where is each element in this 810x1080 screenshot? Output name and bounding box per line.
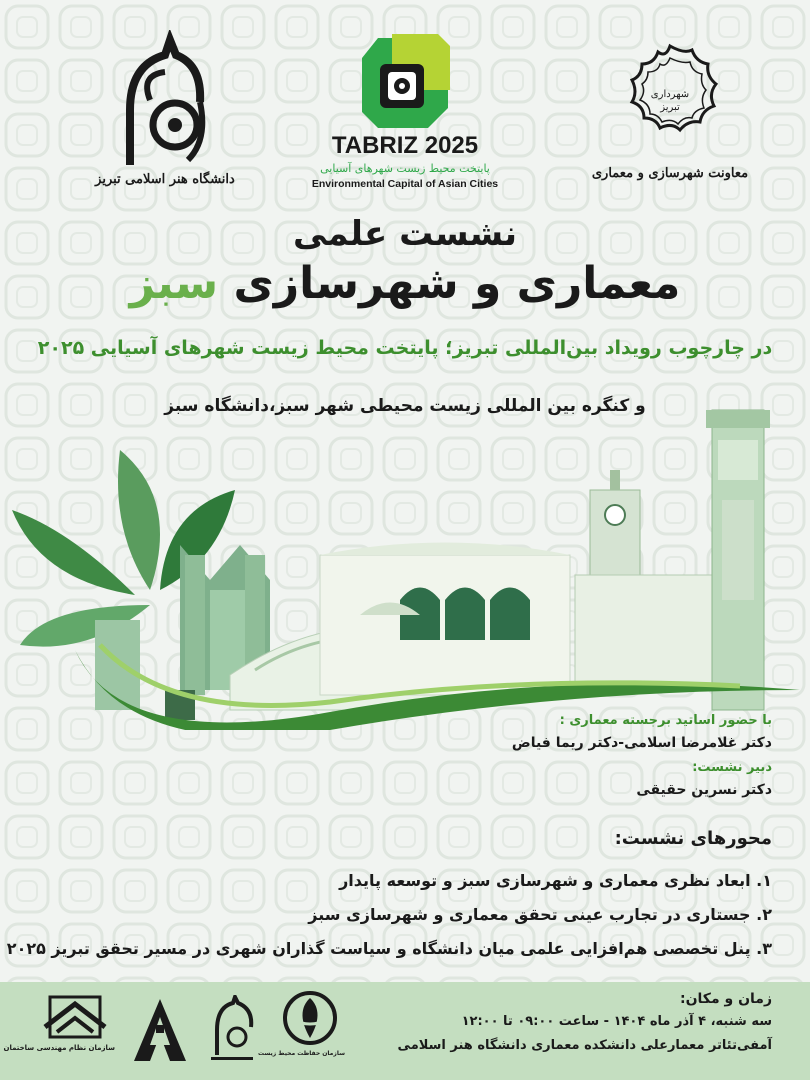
tabriz-2025-title: TABRIZ 2025 xyxy=(331,132,479,159)
minaret-tower-icon xyxy=(706,410,770,710)
topic-item-2: ۲. جستاری در تجارب عینی تحقق معماری و شهرسازی سبز xyxy=(308,905,772,924)
art-university-caption: دانشگاه هنر اسلامی تبریز xyxy=(95,172,235,187)
event-main-title-text: معماری و شهرسازی xyxy=(218,258,681,309)
municipality-caption: معاونت شهرسازی و معماری xyxy=(591,166,749,181)
tabriz-2025-subtitle-en: Environmental Capital of Asian Cities xyxy=(311,178,499,190)
event-framework-subtitle: در چارچوب رویداد بین‌المللی تبریز؛ پایتخت محیط زیست شهرهای آسیایی ۲۰۲۵ xyxy=(37,337,773,359)
event-datetime: سه شنبه، ۴ آذر ماه ۱۴۰۴ - ساعت ۰۹:۰۰ تا ۱۲:۰۰ xyxy=(461,1014,772,1029)
azad-university-icon xyxy=(130,995,190,1065)
event-time-place-label: زمان و مکان: xyxy=(680,991,772,1007)
tall-leaf-icon xyxy=(118,450,160,590)
event-main-title xyxy=(0,258,810,309)
secretary-name: دکتر نسرین حقیقی xyxy=(636,782,772,798)
engineering-org-caption: سازمان نظام مهندسی ساختمان xyxy=(3,1044,115,1052)
municipality-seal-text: شهرداری تبریز xyxy=(650,89,690,113)
congress-subtitle: و کنگره بین المللی زیست محیطی شهر سبز،دانشگاه سبز xyxy=(164,396,646,416)
art-university-small-icon xyxy=(205,995,260,1065)
speakers-names: دکتر غلامرضا اسلامی-دکتر ریما فیاض xyxy=(511,735,772,751)
tabriz-cube-icon xyxy=(300,28,510,133)
event-venue: آمفی‌تئاتر معمارعلی دانشکده معماری دانشگاه هنر اسلامی xyxy=(397,1038,772,1053)
art-university-emblem-icon xyxy=(90,30,240,195)
tabriz-municipality-logo xyxy=(590,40,750,190)
tabriz-2025-subtitle-fa: پایتخت محیط زیست شهرهای آسیایی xyxy=(320,162,490,175)
topic-item-3: ۳. پنل تخصصی هم‌افزایی علمی میان دانشگاه و سیاست گذاران شهری در مسیر تحقق تبریز ۲۰۲۵ xyxy=(6,939,772,958)
event-main-title-accent: سبز xyxy=(129,258,219,309)
environment-org-logo xyxy=(258,990,345,1070)
event-type-title: نشست علمی xyxy=(292,214,518,254)
topic-item-1: ۱. ابعاد نظری معماری و شهرسازی سبز و توسعه پایدار xyxy=(339,871,772,890)
engineering-org-icon xyxy=(35,992,115,1042)
environment-org-caption: سازمان حفاظت محیط زیست xyxy=(258,1050,345,1057)
environment-org-icon xyxy=(275,990,345,1048)
speakers-label: با حضور اساتید برجسته معماری : xyxy=(559,713,772,728)
green-city-illustration xyxy=(0,390,810,730)
large-leaf-icon xyxy=(12,510,135,595)
engineering-org-logo xyxy=(3,992,115,1072)
tabriz-2025-logo xyxy=(300,28,510,198)
art-university-logo xyxy=(90,30,240,195)
palace-building-icon xyxy=(320,543,570,696)
topics-heading: محورهای نشست: xyxy=(614,828,772,849)
clock-tower-icon xyxy=(575,470,715,690)
secretary-label: دبیر نشست: xyxy=(692,760,772,775)
